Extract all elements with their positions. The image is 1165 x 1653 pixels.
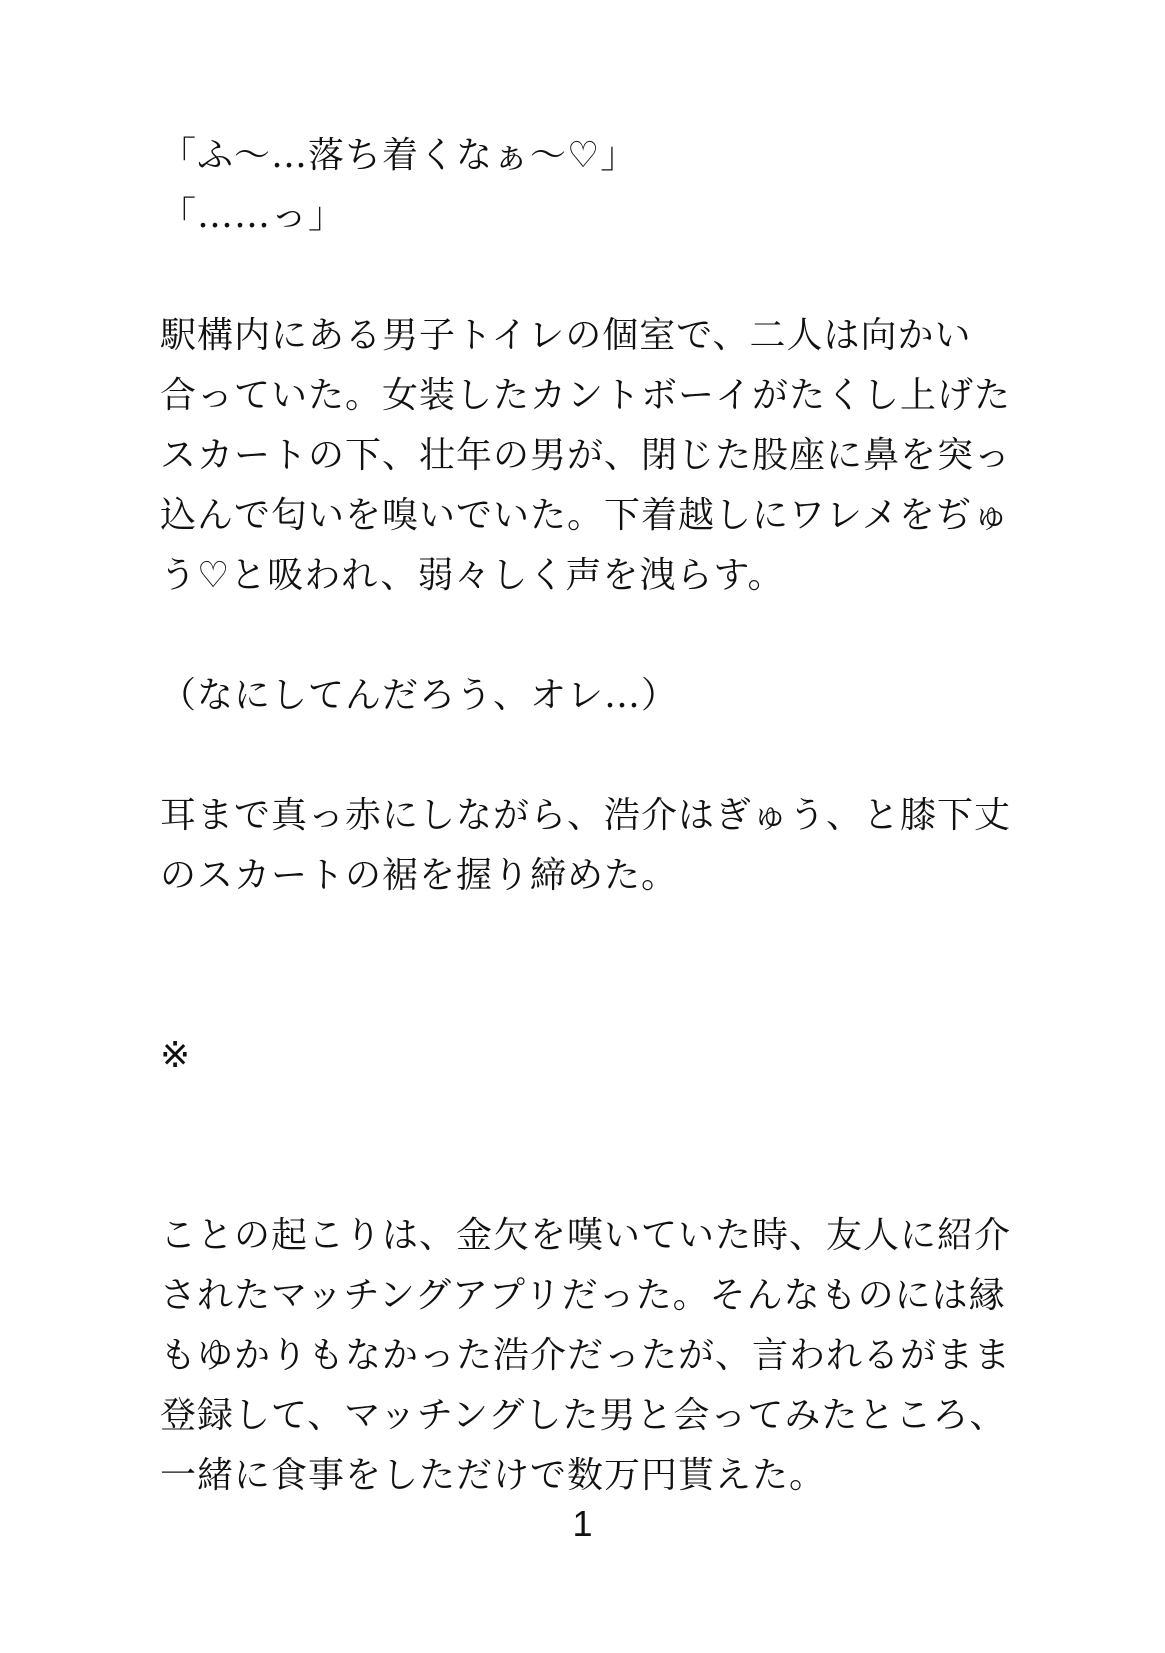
- blank-line: [160, 1086, 1000, 1146]
- paragraph-1-line-2: 合っていた。女装したカントボーイがたくし上げた: [160, 375, 1012, 416]
- paragraph-3-line-1: ことの起こりは、金欠を嘆いていた時、友人に紹介: [160, 1215, 1012, 1256]
- blank-line: [160, 246, 1000, 306]
- page-number: 1: [572, 1503, 593, 1544]
- section-break-mark: ※: [160, 1035, 192, 1076]
- blank-line: [160, 906, 1000, 966]
- blank-line: [160, 966, 1000, 1026]
- inner-monologue: （なにしてんだろう、オレ…）: [160, 675, 679, 716]
- paragraph-3-line-4: 登録して、マッチングした男と会ってみたところ、: [160, 1395, 1007, 1436]
- paragraph-1-line-1: 駅構内にある男子トイレの個室で、二人は向かい: [160, 315, 972, 356]
- dialogue-line-2: 「……っ」: [160, 195, 346, 236]
- blank-line: [160, 726, 1000, 786]
- body-text: [160, 126, 1012, 1506]
- paragraph-1-line-3: スカートの下、壮年の男が、閉じた股座に鼻を突っ: [160, 435, 1012, 476]
- paragraph-1-line-4: 込んで匂いを嗅いでいた。下着越しにワレメをぢゅ: [160, 495, 1010, 536]
- paragraph-3-line-2: されたマッチングアプリだった。そんなものには縁: [160, 1275, 1006, 1316]
- paragraph-1-line-5: う♡と吸われ、弱々しく声を洩らす。: [160, 555, 785, 596]
- paragraph-2-line-1: 耳まで真っ赤にしながら、浩介はぎゅう、と膝下丈: [160, 795, 1012, 836]
- paragraph-3-line-5: 一緒に食事をしただけで数万円貰えた。: [160, 1455, 827, 1496]
- blank-line: [160, 1146, 1000, 1206]
- blank-line: [160, 606, 1000, 666]
- paragraph-2-line-2: のスカートの裾を握り締めた。: [160, 855, 679, 896]
- paragraph-3-line-3: もゆかりもなかった浩介だったが、言われるがまま: [160, 1335, 1012, 1376]
- dialogue-line-1: 「ふ〜…落ち着くなぁ〜♡」: [160, 135, 638, 176]
